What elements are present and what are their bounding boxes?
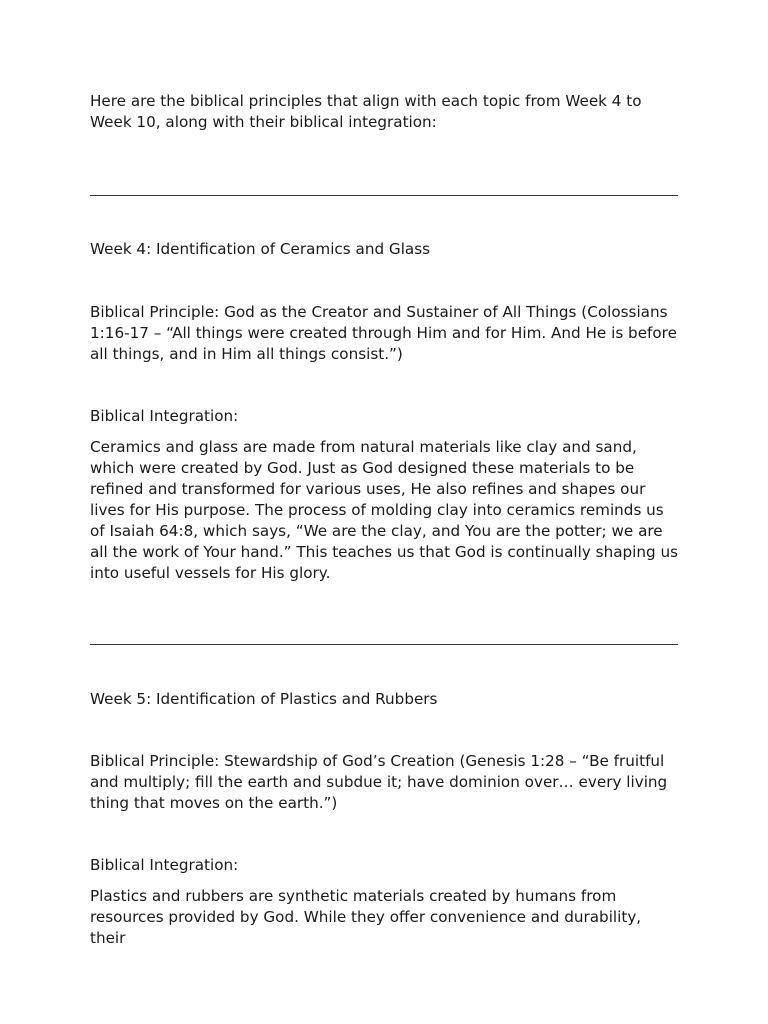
week5-heading: Week 5: Identification of Plastics and Rubbers	[90, 690, 438, 708]
section-divider	[90, 195, 678, 196]
week4-integration-text: Ceramics and glass are made from natural materials like clay and sand, which were created by God. Just as God designed these materials to be refined and transformed for various uses, He also refines and shapes our lives for His purpose. The process of molding clay into ceramics reminds us of Isaiah 64:8, which says, “We are the clay, and You are the potter; we are all the work of Your hand.” This teaches us that God is continually shaping us into useful vessels for His glory.	[90, 438, 678, 582]
section-divider	[90, 644, 678, 645]
week4-principle: Biblical Principle: God as the Creator and Sustainer of All Things (Colossians 1:16-17 – “All things were created through Him and for Him. And He is before all things, and in Him all things consist.”)	[90, 303, 677, 363]
week5-principle: Biblical Principle: Stewardship of God’s Creation (Genesis 1:28 – “Be fruitful and multiply; fill the earth and subdue it; have dominion over… every living thing that moves on the earth.”)	[90, 752, 668, 812]
intro-paragraph: Here are the biblical principles that align with each topic from Week 4 to Week 10, along with their biblical integration:	[90, 92, 642, 131]
week4-heading: Week 4: Identification of Ceramics and Glass	[90, 240, 431, 258]
week5-integration-text: Plastics and rubbers are synthetic materials created by humans from resources provided by God. While they offer convenience and durability, their	[90, 887, 642, 947]
week4-integration-label: Biblical Integration:	[90, 407, 239, 425]
week5-integration-label: Biblical Integration:	[90, 856, 239, 874]
